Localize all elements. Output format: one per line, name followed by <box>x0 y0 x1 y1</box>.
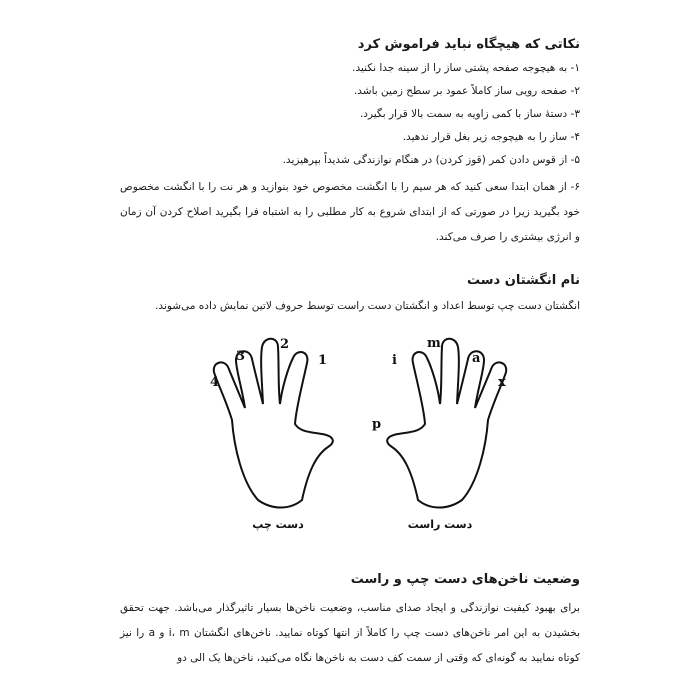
finger-names-description: انگشتان دست چپ توسط اعداد و انگشتان دست راست توسط حروف لاتین نمایش داده می‌شوند. <box>155 300 580 312</box>
tip-item: ۵- از قوس دادن کمر (قوز کردن) در هنگام نوازندگی شدیداً بپرهیزید. <box>282 154 580 166</box>
right-finger-label-a: a <box>472 351 481 366</box>
hands-illustration <box>190 332 530 532</box>
section-heading-nails: وضعیت ناخن‌های دست چپ و راست <box>350 572 580 587</box>
nails-paragraph: برای بهبود کیفیت نوازندگی و ایجاد صدای مناسب، وضعیت ناخن‌ها بسیار تاثیرگذار می‌باشد. جهت تحقق بخشیدن به این امر ناخن‌های دست چپ را کاملاً از انتها کوتاه نمایید. ناخن‌های انگشتان i، m و a را نیز کوتاه نمایید به گونه‌ای که وقتی از سمت کف دست به ناخن‌ها نگاه می‌کنید، ناخن‌ها یک الی دو <box>120 602 580 664</box>
right-finger-label-i: i <box>392 353 397 368</box>
tip-item: ۲- صفحه رویی ساز کاملاً عمود بر سطح زمین باشد. <box>353 85 580 97</box>
tip-item: ۳- دستهٔ ساز با کمی زاویه به سمت بالا قرار بگیرد. <box>359 108 580 120</box>
hands-figure <box>190 332 530 532</box>
right-finger-label-x: x <box>498 375 506 390</box>
section-heading-finger-names: نام انگشتان دست <box>467 273 580 288</box>
right-finger-label-m: m <box>427 336 441 351</box>
right-finger-label-p: p <box>372 417 382 432</box>
section-heading-tips: نکاتی که هیچگاه نباید فراموش کرد <box>357 37 580 52</box>
right-hand-caption: دست راست <box>407 518 473 531</box>
left-finger-label-3: 3 <box>236 349 246 364</box>
tip-item: ۱- به هیچوجه صفحه پشتی ساز را از سینه جدا نکنید. <box>352 62 580 74</box>
left-hand-outline <box>214 339 333 508</box>
right-hand-outline <box>387 339 506 508</box>
left-finger-label-1: 1 <box>318 353 328 368</box>
left-finger-label-2: 2 <box>280 337 290 352</box>
left-finger-label-4: 4 <box>210 375 220 390</box>
tip-item-paragraph: ۶- از همان ابتدا سعی کنید که هر سیم را با انگشت مخصوص خود بنوازید و هر نت را با انگشت مخصوص خود بگیرید زیرا در صورتی که از ابتدای شروع به کار مطلبی را به اشتباه فرا بگیرید اصلاح کردن آن زمان و انرژی بیشتری را صرف می‌کند. <box>120 181 580 243</box>
left-hand-caption: دست چپ <box>252 518 304 531</box>
tip-item: ۴- ساز را به هیچوجه زیر بغل قرار ندهید. <box>402 131 580 143</box>
